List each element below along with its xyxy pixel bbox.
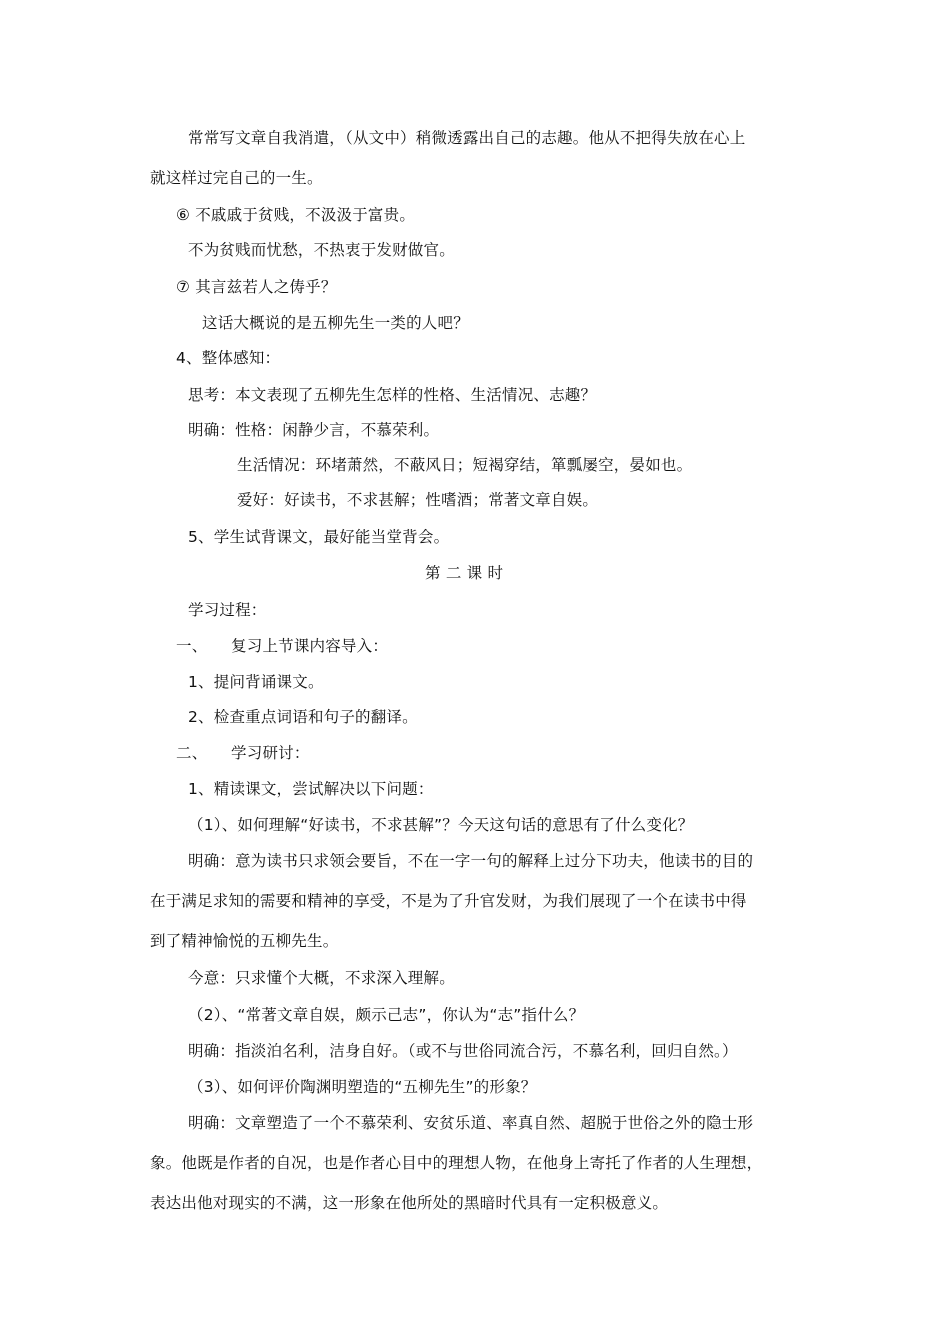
text-line: 就这样过完自己的一生。 bbox=[150, 169, 323, 187]
text-line: 不为贫贱而忧愁，不热衷于发财做官。 bbox=[188, 241, 455, 259]
text-line: ⑥ 不戚戚于贫贱，不汲汲于富贵。 bbox=[176, 206, 416, 224]
text-line: 明确：性格：闲静少言，不慕荣利。 bbox=[188, 421, 440, 439]
text-line: 1、精读课文，尝试解决以下问题： bbox=[188, 780, 434, 798]
question-line: （3）、如何评价陶渊明塑造的“五柳先生”的形象？ bbox=[188, 1078, 537, 1096]
text-line: 1、提问背诵课文。 bbox=[188, 673, 324, 691]
text-line: 这话大概说的是五柳先生一类的人吧？ bbox=[202, 314, 469, 332]
text-line: 爱好：好读书，不求甚解；性嗜酒；常著文章自娱。 bbox=[237, 491, 599, 509]
text-line: 在于满足求知的需要和精神的享受，不是为了升官发财，为我们展现了一个在读书中得 bbox=[150, 892, 747, 910]
text-line: 表达出他对现实的不满，这一形象在他所处的黑暗时代具有一定积极意义。 bbox=[150, 1194, 669, 1212]
text-line: 2、检查重点词语和句子的翻译。 bbox=[188, 708, 418, 726]
text-line: 到了精神愉悦的五柳先生。 bbox=[150, 932, 339, 950]
text-line: 常常写文章自我消遣，（从文中）稍微透露出自己的志趣。他从不把得失放在心上 bbox=[188, 129, 746, 147]
text-line: 今意：只求懂个大概，不求深入理解。 bbox=[188, 969, 455, 987]
section-heading: 一、 复习上节课内容导入： bbox=[176, 637, 389, 655]
question-line: （2）、“常著文章自娱，颇示己志”，你认为“志”指什么？ bbox=[188, 1006, 585, 1024]
section-heading: 二、 学习研讨： bbox=[176, 744, 310, 762]
question-line: （1）、如何理解“好读书，不求甚解”？今天这句话的意思有了什么变化？ bbox=[188, 816, 694, 834]
text-line: 思考：本文表现了五柳先生怎样的性格、生活情况、志趣？ bbox=[188, 386, 597, 404]
text-line: 学习过程： bbox=[188, 601, 267, 619]
lesson-title: 第 二 课 时 bbox=[425, 564, 504, 582]
section-heading: 4、整体感知： bbox=[176, 349, 281, 367]
text-line: 明确：指淡泊名利，洁身自好。（或不与世俗同流合污，不慕名利，回归自然。） bbox=[188, 1042, 738, 1060]
text-line: 明确：文章塑造了一个不慕荣利、安贫乐道、率真自然、超脱于世俗之外的隐士形 bbox=[188, 1114, 754, 1132]
text-line: ⑦ 其言兹若人之俦乎？ bbox=[176, 278, 337, 296]
text-line: 生活情况：环堵萧然，不蔽风日；短褐穿结，箪瓢屡空，晏如也。 bbox=[237, 456, 693, 474]
text-line: 象。他既是作者的自况，也是作者心目中的理想人物，在他身上寄托了作者的人生理想， bbox=[150, 1154, 763, 1172]
text-line: 明确：意为读书只求领会要旨，不在一字一句的解释上过分下功夫，他读书的目的 bbox=[188, 852, 754, 870]
section-heading: 5、学生试背课文，最好能当堂背会。 bbox=[188, 528, 450, 546]
